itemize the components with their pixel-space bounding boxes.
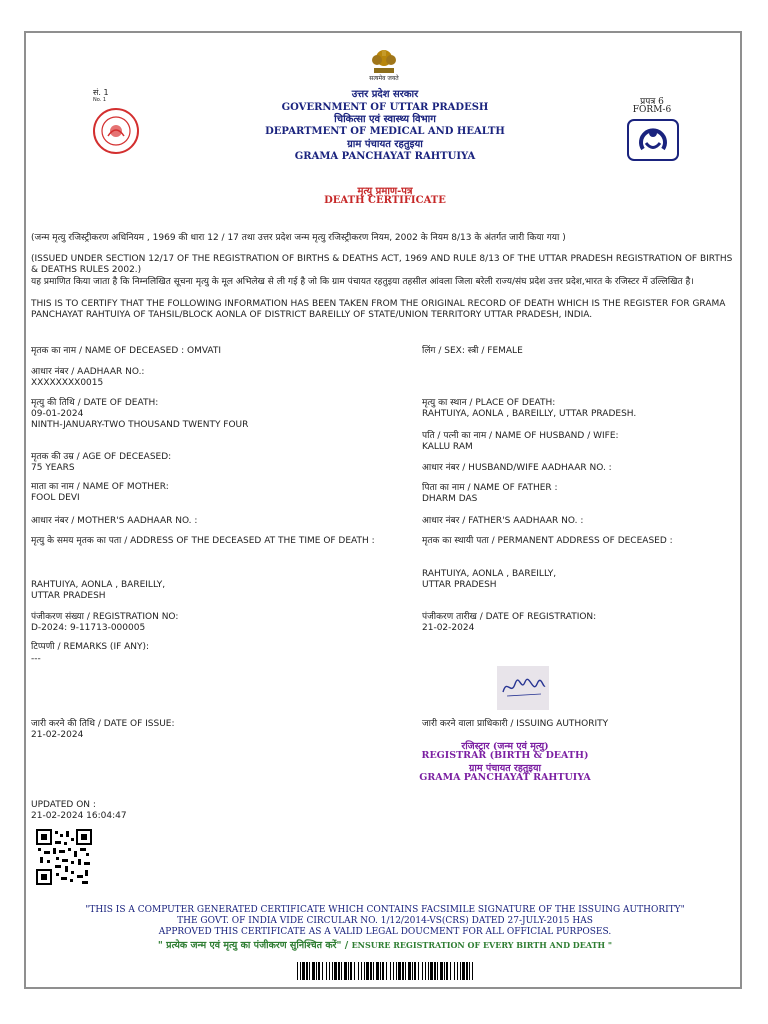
father-value: DHARM DAS bbox=[422, 494, 478, 504]
spouse-value: KALLU RAM bbox=[422, 442, 473, 452]
perm-address-line2: UTTAR PRADESH bbox=[422, 580, 497, 590]
crs-logo-icon bbox=[627, 119, 679, 161]
up-govt-seal-icon bbox=[88, 106, 144, 156]
footer-slogan bbox=[60, 938, 710, 951]
signature-icon bbox=[497, 666, 549, 710]
address-line1: RAHTUIYA, AONLA , BAREILLY, bbox=[31, 580, 166, 590]
remarks-value: --- bbox=[31, 654, 41, 664]
emblem-motto: सत्यमेव जयते bbox=[369, 75, 399, 82]
footer-line1: "THIS IS A COMPUTER GENERATED CERTIFICATE WHICH CONTAINS FACSIMILE SIGNATURE OF THE ISSUING AUTHORITY" bbox=[85, 905, 685, 915]
mother-value: FOOL DEVI bbox=[31, 493, 80, 503]
perm-address-label: मृतक का स्थायी पता / PERMANENT ADDRESS OF DECEASED : bbox=[422, 536, 673, 546]
aadhaar-label: आधार नंबर / AADHAAR NO.: bbox=[31, 367, 145, 377]
national-emblem-icon bbox=[366, 44, 402, 78]
registrar-hi: रजिस्ट्रार (जन्म एवं मृत्यु) bbox=[461, 741, 549, 752]
title-en: DEATH CERTIFICATE bbox=[324, 195, 446, 206]
updated-value: 21-02-2024 16:04:47 bbox=[31, 811, 127, 821]
barcode-icon bbox=[297, 962, 473, 980]
updated-label: UPDATED ON : bbox=[31, 800, 96, 810]
issued-under-en: (ISSUED UNDER SECTION 12/17 OF THE REGISTRATION OF BIRTHS & DEATHS ACT, 1969 AND RULE 8/13 OF THE UTTAR PRADESH REGISTRATION OF BIRTHS & DEATHS RULES 2002.) bbox=[31, 254, 733, 275]
slogan-en: ENSURE REGISTRATION OF EVERY BIRTH AND DEATH " bbox=[351, 940, 613, 950]
issue-date-label: जारी करने की तिथि / DATE OF ISSUE: bbox=[31, 719, 175, 729]
dod-words: NINTH-JANUARY-TWO THOUSAND TWENTY FOUR bbox=[31, 420, 249, 430]
reg-date-value: 21-02-2024 bbox=[422, 623, 475, 633]
serial-no-en: No. 1 bbox=[93, 97, 107, 103]
gp-title-hi: ग्राम पंचायत रहतुइया bbox=[347, 139, 423, 150]
pod-value: RAHTUIYA, AONLA , BAREILLY, UTTAR PRADESH. bbox=[422, 409, 637, 419]
form-no-hi: प्रपत्र 6 bbox=[640, 97, 664, 107]
reg-date-label: पंजीकरण तारीख / DATE OF REGISTRATION: bbox=[422, 612, 597, 622]
registrar-gp-en: GRAMA PANCHAYAT RAHTUIYA bbox=[419, 772, 591, 783]
reg-no-value: D-2024: 9-11713-000005 bbox=[31, 623, 146, 633]
age-label: मृतक की उम्र / AGE OF DECEASED: bbox=[31, 452, 172, 462]
dod-label: मृत्यु की तिथि / DATE OF DEATH: bbox=[31, 398, 159, 408]
father-label: पिता का नाम / NAME OF FATHER : bbox=[422, 483, 558, 493]
registrar-gp-hi: ग्राम पंचायत रहतुइया bbox=[469, 763, 541, 774]
certificate-border bbox=[24, 31, 742, 989]
dod-value: 09-01-2024 bbox=[31, 409, 84, 419]
slogan-hi: " प्रत्येक जन्म एवं मृत्यु का पंजीकरण सुनिश्चित करें" / bbox=[157, 940, 349, 951]
issued-under-hi: (जन्म मृत्यु रजिस्ट्रीकरण अधिनियम , 1969 की धारा 12 / 17 तथा उत्तर प्रदेश जन्म मृत्यु रजिस्ट्रीकरण नियम, 2002 के नियम 8/13 के अंतर्गत जारी किया गया ) bbox=[31, 233, 566, 243]
serial-no-hi: सं. 1 bbox=[93, 88, 109, 97]
perm-address-line1: RAHTUIYA, AONLA , BAREILLY, bbox=[422, 569, 557, 579]
footer-line2: THE GOVT. OF INDIA VIDE CIRCULAR NO. 1/12/2014-VS(CRS) DATED 27-JULY-2015 HAS bbox=[177, 916, 593, 926]
pod-label: मृत्यु का स्थान / PLACE OF DEATH: bbox=[422, 398, 556, 408]
father-aadhaar-label: आधार नंबर / FATHER'S AADHAAR NO. : bbox=[422, 516, 584, 526]
authority-label: जारी करने वाला प्राधिकारी / ISSUING AUTHORITY bbox=[422, 719, 609, 729]
address-label: मृत्यु के समय मृतक का पता / ADDRESS OF THE DECEASED AT THE TIME OF DEATH : bbox=[31, 536, 375, 546]
dept-title-hi: चिकित्सा एवं स्वास्थ्य विभाग bbox=[334, 114, 436, 125]
certify-text-hi: यह प्रमाणित किया जाता है कि निम्नलिखित सूचना मृत्यु के मूल अभिलेख से ली गई है जो कि ग्राम पंचायत रहतुइया तहसील आंवला जिला बरेली राज्य/संघ प्रदेश उत्तर प्रदेश,भारत के रजिस्टर में उल्लिखित है। bbox=[31, 277, 694, 287]
mother-aadhaar-label: आधार नंबर / MOTHER'S AADHAAR NO. : bbox=[31, 516, 198, 526]
issue-date-value: 21-02-2024 bbox=[31, 730, 84, 740]
certify-text-en: THIS IS TO CERTIFY THAT THE FOLLOWING INFORMATION HAS BEEN TAKEN FROM THE ORIGINAL RECORD OF DEATH WHICH IS THE REGISTER FOR GRAMA PANCHAYAT RAHTUIYA OF TAHSIL/BLOCK AONLA OF DISTRICT BAREILLY OF STATE/UNION TERRITORY UTTAR PRADESH, INDIA. bbox=[31, 299, 726, 320]
registrar-en: REGISTRAR (BIRTH & DEATH) bbox=[421, 750, 589, 761]
govt-title-en: GOVERNMENT OF UTTAR PRADESH bbox=[281, 102, 489, 113]
title-hi: मृत्यु प्रमाण-पत्र bbox=[357, 186, 413, 197]
address-line2: UTTAR PRADESH bbox=[31, 591, 106, 601]
aadhaar-value: XXXXXXXX0015 bbox=[31, 378, 104, 388]
age-value: 75 YEARS bbox=[31, 463, 75, 473]
footer-line3: APPROVED THIS CERTIFICATE AS A VALID LEGAL DOUCMENT FOR ALL OFFICIAL PURPOSES. bbox=[158, 927, 612, 937]
govt-title-hi: उत्तर प्रदेश सरकार bbox=[351, 89, 419, 100]
gp-title-en: GRAMA PANCHAYAT RAHTUIYA bbox=[294, 151, 476, 162]
qr-code-icon bbox=[36, 829, 92, 885]
reg-no-label: पंजीकरण संख्या / REGISTRATION NO: bbox=[31, 612, 179, 622]
spouse-aadhaar-label: आधार नंबर / HUSBAND/WIFE AADHAAR NO. : bbox=[422, 463, 612, 473]
form-no-en: FORM-6 bbox=[632, 105, 672, 115]
remarks-label: टिप्पणी / REMARKS (IF ANY): bbox=[31, 642, 150, 652]
spouse-label: पति / पत्नी का नाम / NAME OF HUSBAND / WIFE: bbox=[422, 431, 619, 441]
deceased-name: मृतक का नाम / NAME OF DECEASED : OMVATI bbox=[31, 346, 222, 356]
sex-field: लिंग / SEX: स्त्री / FEMALE bbox=[422, 346, 523, 356]
dept-title-en: DEPARTMENT OF MEDICAL AND HEALTH bbox=[265, 126, 505, 137]
mother-label: माता का नाम / NAME OF MOTHER: bbox=[31, 482, 169, 492]
